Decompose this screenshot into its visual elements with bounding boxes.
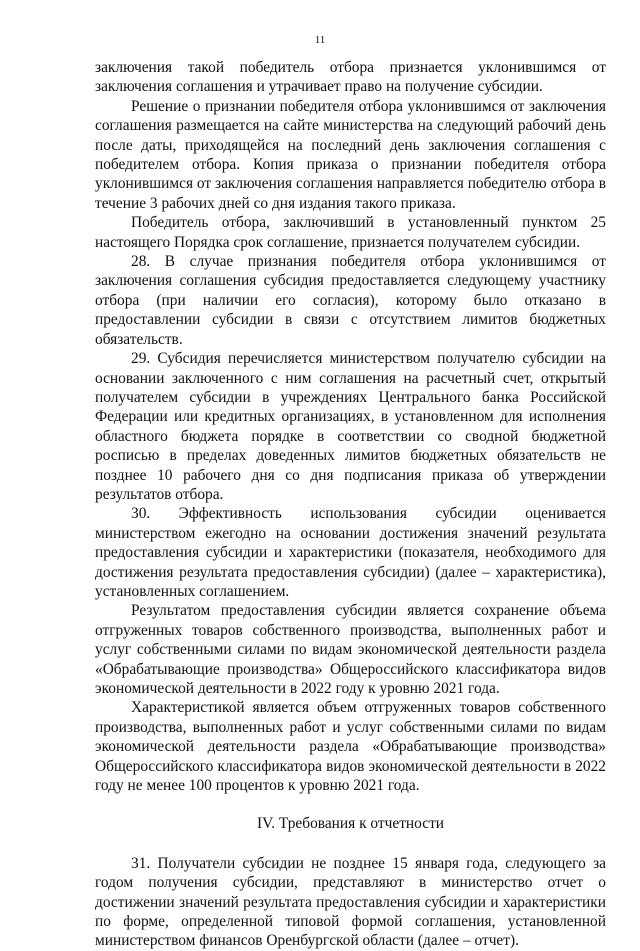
- paragraph-decision-publication: Решение о признании победителя отбора уклонившимся от заключения соглашения размещается на сайте министерства на следующий рабочий день после даты, приходящейся на последний день заключения соглашения с победителем отбора. Копия приказа о признании победителя отбора уклонившимся от заключения соглашения направляется победителю отбора в течение 3 рабочих дней со дня издания такого приказа.: [95, 97, 606, 212]
- paragraph-item-31: 31. Получатели субсидии не позднее 15 января года, следующего за годом получения субсидии, представляют в министерство отчет о достижении значений результата предоставления субсидии и характеристики по форме, определенной типовой формой соглашения, установленной министерством финансов Оренбургской области (далее – отчет).: [95, 854, 606, 950]
- document-body: [95, 58, 606, 951]
- paragraph-item-30: 30. Эффективность использования субсидии оценивается министерством ежегодно на основании достижения значений результата предоставления субсидии и характеристики (показателя, необходимого для достижения результата предоставления субсидии) (далее – характеристика), установленных соглашением.: [95, 505, 606, 600]
- paragraph-continuation: заключения такой победитель отбора признается уклонившимся от заключения соглашения и утрачивает право на получение субсидии.: [95, 59, 606, 96]
- paragraph-winner-recipient: Победитель отбора, заключивший в установленный пунктом 25 настоящего Порядка срок соглашение, признается получателем субсидии.: [95, 214, 606, 251]
- page-number: 11: [314, 34, 326, 46]
- section-heading: IV. Требования к отчетности: [256, 815, 445, 833]
- paragraph-characteristic: Характеристикой является объем отгруженных товаров собственного производства, выполненных работ и услуг собственными силами по видам экономической деятельности раздела «Обрабатывающие производства» Общероссийского классификатора видов экономической деятельности в 2022 году не менее 100 процентов к уровню 2021 года.: [95, 699, 606, 795]
- paragraph-item-28: 28. В случае признания победителя отбора уклонившимся от заключения соглашения субсидия предоставляется следующему участнику отбора (при наличии его согласия), которому было отказано в предоставлении субсидии в связи с отсутствием лимитов бюджетных обязательств.: [95, 253, 606, 348]
- paragraph-item-29: 29. Субсидия перечисляется министерством получателю субсидии на основании заключенного с ним соглашения на расчетный счет, открытый получателем субсидии в учреждениях Центрального банка Российской Федерации или кредитных организациях, в установленном для исполнения областного бюджета порядке в соответствии со сводной бюджетной росписью в пределах доведенных лимитов бюджетных обязательств не позднее 10 рабочего дня со дня подписания приказа об утверждении результатов отбора.: [95, 350, 606, 503]
- paragraph-result: Результатом предоставления субсидии является сохранение объема отгруженных товаров собственного производства, выполненных работ и услуг собственными силами по видам экономической деятельности раздела «Обрабатывающие производства» Общероссийского классификатора видов экономической деятельности в 2022 году к уровню 2021 года.: [95, 602, 606, 697]
